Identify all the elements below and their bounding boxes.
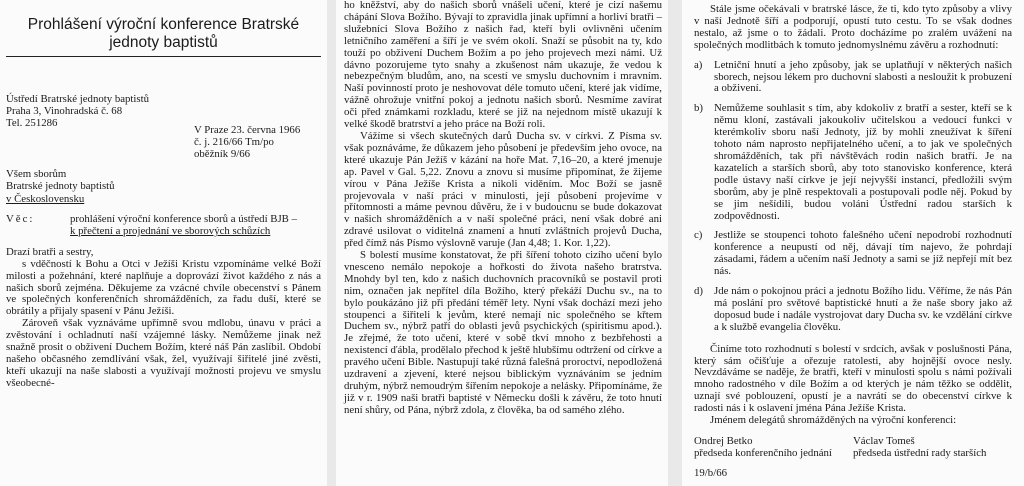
paragraph: Stále jsme očekávali v bratrské lásce, že ti, kdo tyto způsoby a vlivy v naší Jednotě šíří a podporují, opustí tuto cestu. To se však dodnes nestalo, až jsme o to žádali. Proto docházíme po zralém uvážení na společných modlitbách k tomuto jednomyslnému závěru a rozhodnutí: [694,3,1012,51]
paragraph: S bolestí musíme konstatovat, že při šíření tohoto cizího učení bylo vnesceno nemálo nepokoje a hořkosti do života našeho bratrstva. Mnohdy byl ten, kdo z našich duchovních pracovníků se postavil proti nim, označen jak nepřítel díla Božího, který překáží Duchu sv., na to bylo poukázáno již při předání téměř lety. Nyní však dochází mezi jeho stoupenci a šiřiteli k jevům, které nemají nic společného se křtem Duchem sv., nýbrž patří do oblasti jevů psychických (spiritismu apod.). Je zřejmé, že toto učení, které v sobě tkví mnoho z bezbřehosti a nexistencí ďábla, prodělalo přechod k ještě hlubšímu odtržení od církve a pravého učení Bible. Nastupují také různá falešná proroctví, nepodložená uzdravení a zjevení, které nejsou biblickým vyznáváním se jedním druhým, nýbrž nemoudrým šířením nepokoje a nelásky. Připomínáme, že již v r. 1909 naši bratři baptisté v Německu došli k závěru, že toto hnutí není shůry, od Pána, nýbrž zdola, z člověka, ba od samého zlého. [344,249,662,416]
sender-line: Ústředí Bratrské jednoty baptistů [6,93,150,105]
item-marker: b) [694,102,703,115]
signatory-role: předseda ústřední rady starších [853,447,987,460]
page-column-3 [682,0,1024,486]
page-column-2 [336,0,668,486]
recipient-line: Bratrské jednoty baptistů [6,180,115,193]
subject-text-2: k přečtení a projednání ve sborových schůzích [70,224,271,237]
item-marker: a) [694,58,703,71]
signatory-role: předseda konferenčního jednání [694,447,832,460]
sender-line: Tel. 251286 [6,117,58,130]
recipient-line: Všem sborům [6,168,67,181]
item-marker: d) [694,285,703,298]
greeting: Drazí bratři a sestry, [6,245,94,258]
delegates-line: Jménem delegátů shromážděných na výroční konferenci: [710,414,957,427]
item-marker: c) [694,229,703,242]
signatory-name: Ondrej Betko [694,435,753,447]
paragraph: s vděčností k Bohu a Otci v Ježíši Kristu vzpomínáme velké Boží milosti a požehnání, které naplňuje a doprovází život každého z nás a našich sborů zejména. Děkujeme za vzácné chvíle obecenství s Pánem ve společných konferenčních shromážděních, za řadu duší, které se obrátily a přijaly spasení v Pánu Ježíši. [6,257,321,318]
subject-text-1: prohlášení výroční konference sborů a ústředí BJB – [70,212,297,225]
paragraph: ho kněžství, aby do našich sborů vnášeli učení, které je cizí našemu chápání Slova Božího. Bývají to zpravidla jinak upřímní a horliví bratři – služebníci Slova Božího z našich řad, kteří byli ovlivněni učením letničního zaměření a šíří je ve svém okolí. Snaží se působit na ty, kdo touží po obživení Duchem Božím a po jeho projevech mezi námi. Už dávno pozorujeme tyto snahy a zkušenost nám ukazuje, že vedou k nebezpečným bludům, ano, na scestí ve smyslu duchovním i mravním. Naší povinností proto je neshovovat déle tomuto učení, které jak vidíme, vážně ohrožuje vnitřní pokoj a jednotu našich sborů. Nesmíme zavírat oči před známkami rozkladu, které se již na nejednom místě ukazují k velké škodě bratrství a jeho práce na Boží roli. [344,0,662,131]
resolution-item [694,230,1012,278]
document-number: 19/b/66 [694,467,727,480]
signatures [694,435,1012,459]
resolution-item [694,60,1012,96]
sender-line: Praha 3, Vinohradská č. 68 [6,105,123,118]
signature-2 [853,435,1012,459]
recipient-block [6,168,321,205]
signature-1 [694,435,853,459]
subject-label: Věc: [6,212,35,225]
resolution-item [694,103,1012,222]
reference-number: č. j. 216/66 Tm/po [194,135,274,148]
item-text: Jestliže se stoupenci tohoto falešného učení nepodrobí rozhodnutí konference a neupustí od něj, dávají tím najevo, že pohrdají zásadami, řádem a učením naší Jednoty a sami se jíž nepřejí mít bez nás. [714,229,1012,278]
paragraph: Činíme toto rozhodnutí s bolestí v srdcích, avšak v poslušnosti Pána, který sám očišťuje a ořezuje ratolesti, aby hojnější ovoce nesly. Nevzdáváme se naděje, že bratři, kteří v minulosti spolu s námi požívali mnoho radostného v díle Božím a od kterých je nám těžko se oddělit, uznají své poblouzení, opustí je a navrátí se do obecenství církve k radosti nás i k oslavení jména Pána Ježíše Krista. [694,342,1012,415]
signatory-name: Václav Tomeš [853,435,915,447]
subject-line [6,213,321,237]
page-column-1 [0,0,327,486]
document-title: Prohlášení výroční konference Bratrské jednoty baptistů [6,16,321,57]
item-text: Nemůžeme souhlasit s tím, aby kdokoliv z bratří a sester, kteří se k němu kloní, zastávali jakoukoliv učitelskou a vedoucí funkci v kterémkoliv sboru naší Jednoty, jíž by mohli zneužívat k šíření tohoto nám naprosto nepřijatelného učení, a to jak ve společných shromážděních, tak při návštěvách rodin našich bratří. Je na kazatelích a starších sborů, aby toto stanovisko konference, která podle ústavy naší církve je její nejvyšší instancí, předložili svým sborům, aby je plně respektovali a postupovali podle něj. Pokud by se jim nešídili, budou voláni Ústřední radou starších k zodpovědnosti. [714,102,1012,222]
paragraph: Vážíme si všech skutečných darů Ducha sv. v církvi. Z Písma sv. však poznáváme, že důkazem jeho působení je především jeho ovoce, na které ukazuje Pán Ježíš v kázání na hoře Mat. 7,16–20, a které jmenuje ap. Pavel v Gal. 5,22. Znovu a znovu si musíme připomínat, že žijeme vírou v Pána Ježíše Krista a nikoli viděním. Moc Boží se jasně projevovala v naší práci v minulosti, její působení projevíme v přítomnosti a máme pevnou důvěru, že i v budoucnu se bude dokazovat v našich shromážděních a v naší společné práci, není však dobré ani zdravé usilovat o viditelná znamení a hnutí zvláštních projevů Ducha, před čímž nás Písmo výslovně varuje (Jan 4,48; 1. Kor. 1,22). [344,129,662,250]
paragraph: Zároveň však vyznáváme upřímně svou mdlobu, únavu v práci a zvěstování i ochladnutí naší vzájemné lásky. Nemůžeme jinak než snažně prosit o obživení Duchem Božím, které náš Pán zaslíbil. Období našeho občasného zemdlívání však, žel, využívají šiřitelé jiné zvěsti, kteří ukazují na naše slabosti a využívají možnosti projevu ve smyslu všeobecné- [6,317,321,389]
circular-number: oběžník 9/66 [194,148,251,161]
subject-text [70,213,297,237]
recipient-country: v Československu [6,192,85,205]
reference-date: V Praze 23. června 1966 [194,123,301,136]
resolution-item [694,286,1012,334]
reference-block [194,124,321,161]
item-text: Letniční hnutí a jeho způsoby, jak se uplatňují v některých našich sborech, nejsou lékem pro duchovní slabosti a nesloužit k probuzení a obživení. [714,58,1012,95]
item-text: Jde nám o pokojnou práci a jednotu Božího lidu. Věříme, že nás Pán má poslání pro světové baptistické hnutí a že naše sbory jako až doposud bude i nadále vystrojovat dary Ducha sv. ke vzdělání církve a k službě evangelia člověku. [714,285,1012,333]
